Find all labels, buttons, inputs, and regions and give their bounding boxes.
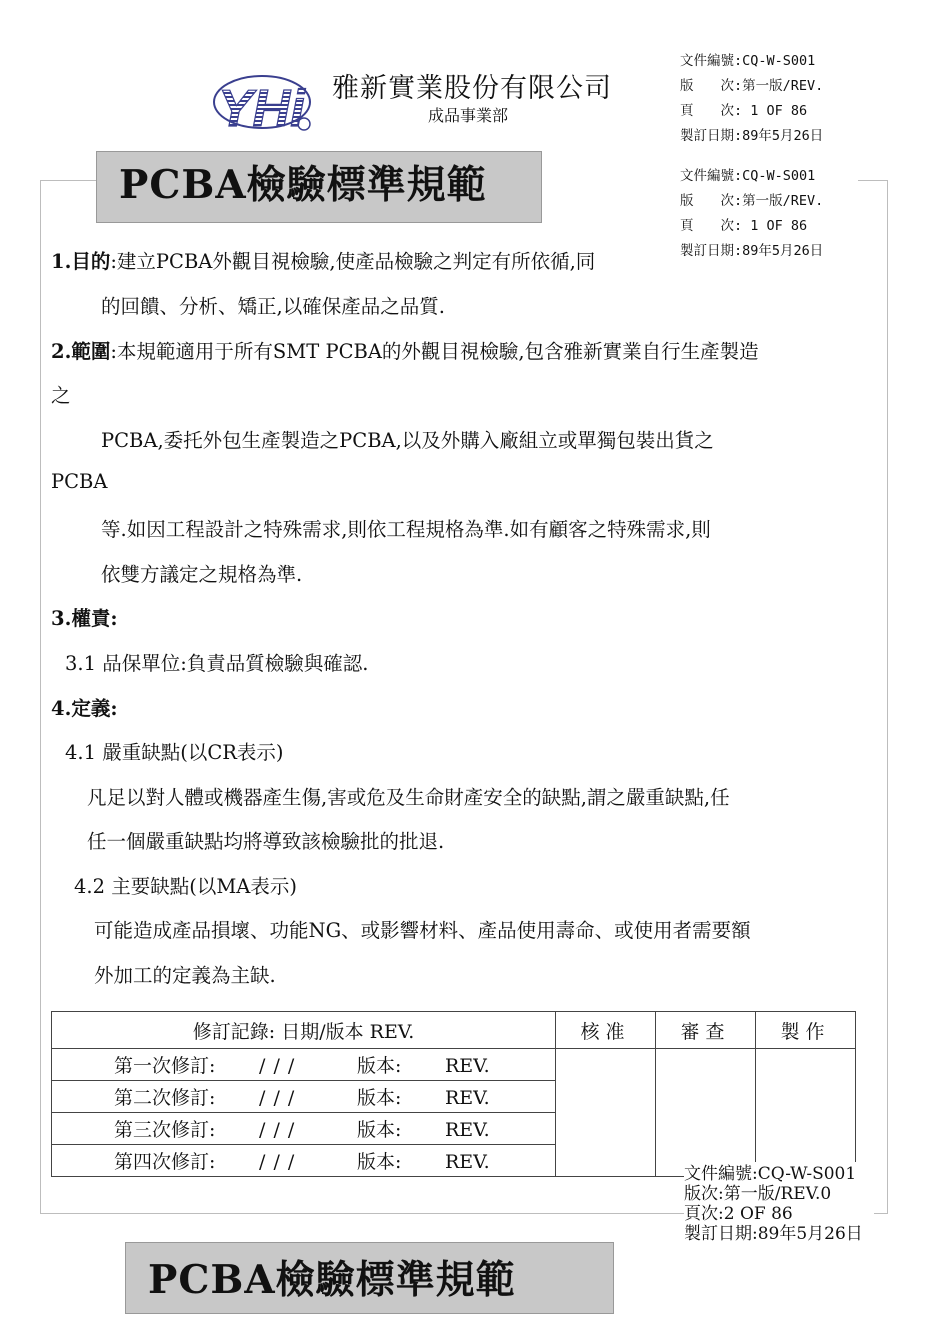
meta-key: 製訂日期 <box>680 128 734 144</box>
meta-value: : 1 OF 86 <box>734 218 808 234</box>
revision-date: / / / <box>259 1087 296 1109</box>
section-4-1-line-1: 凡足以對人體或機器產生傷,害或危及生命財產安全的缺點,謂之嚴重缺點,任 <box>87 786 730 809</box>
section-2-line-4: 依雙方議定之規格為準. <box>101 563 303 586</box>
revision-rev: REV. <box>445 1055 490 1077</box>
company-logo <box>210 68 316 136</box>
section-2-line-2b: PCBA <box>51 470 108 493</box>
meta-key: 頁 次 <box>680 103 734 119</box>
meta-value: : 1 OF 86 <box>734 103 808 119</box>
meta-value: :第一版/REV. <box>734 78 824 94</box>
section-3-heading: 3.權責: <box>51 607 118 630</box>
revision-rev: REV. <box>445 1119 490 1141</box>
section-3-1: 3.1 品保單位:負責品質檢驗與確認. <box>65 652 369 675</box>
revision-label: 第三次修訂: <box>114 1119 216 1141</box>
department-name: 成品事業部 <box>428 106 509 125</box>
section-2-text: :本規範適用于所有SMT PCBA的外觀目視檢驗,包含雅新實業自行生產製造 <box>110 340 759 363</box>
page-2-meta <box>684 1162 874 1246</box>
make-signature-cell[interactable] <box>756 1049 856 1177</box>
revision-rev: REV. <box>445 1151 490 1173</box>
meta-value: :CQ-W-S001 <box>734 168 816 184</box>
revision-row-4 <box>52 1145 556 1177</box>
section-1-line-2: 的回饋、分析、矯正,以確保產品之品質. <box>101 295 445 318</box>
section-2-line-1b: 之 <box>51 384 71 407</box>
section-2-line-2: PCBA,委托外包生產製造之PCBA,以及外購入廠組立或單獨包裝出貨之 <box>101 429 714 452</box>
revision-rev: REV. <box>445 1087 490 1109</box>
frame-top-left <box>40 180 96 181</box>
approve-signature-cell[interactable] <box>556 1049 656 1177</box>
revision-date: / / / <box>259 1119 296 1141</box>
section-4-1: 4.1 嚴重缺點(以CR表示) <box>65 741 284 764</box>
company-name: 雅新實業股份有限公司 <box>332 73 612 104</box>
meta-key: 版 次 <box>680 78 734 94</box>
logo-text: YHi <box>218 80 305 136</box>
revision-row-3 <box>52 1113 556 1145</box>
section-4-1-line-2: 任一個嚴重缺點均將導致該檢驗批的批退. <box>87 830 445 853</box>
revision-date: / / / <box>259 1151 296 1173</box>
revision-row-2 <box>52 1081 556 1113</box>
meta-key: 頁 次 <box>680 218 734 234</box>
meta-key: 製訂日期 <box>680 243 734 259</box>
section-4-2-line-1: 可能造成產品損壞、功能NG、或影響材料、產品使用壽命、或使用者需要額 <box>94 919 751 942</box>
revision-label: 第四次修訂: <box>114 1151 216 1173</box>
meta-key: 文件編號 <box>680 53 734 69</box>
page-2-date: 製訂日期:89年5月26日 <box>684 1224 863 1244</box>
revision-row-1 <box>52 1049 556 1081</box>
section-2-heading: 2.範圍 <box>51 340 111 363</box>
page-2-doc-number: 文件編號:CQ-W-S001 <box>684 1164 857 1184</box>
revision-version: 版本: <box>357 1151 402 1173</box>
section-4-heading: 4.定義: <box>51 697 118 720</box>
make-header: 製作 <box>756 1012 856 1049</box>
section-1-text: :建立PCBA外觀目視檢驗,使產品檢驗之判定有所依循,同 <box>110 250 596 273</box>
approve-header: 核准 <box>556 1012 656 1049</box>
document-meta-secondary <box>680 164 831 264</box>
review-header: 審查 <box>656 1012 756 1049</box>
revision-version: 版本: <box>357 1119 402 1141</box>
revision-label: 第一次修訂: <box>114 1055 216 1077</box>
meta-value: :CQ-W-S001 <box>734 53 816 69</box>
review-signature-cell[interactable] <box>656 1049 756 1177</box>
section-2-line-1 <box>51 336 759 364</box>
revision-table <box>51 1011 856 1177</box>
document-meta-primary <box>680 49 823 149</box>
revision-version: 版本: <box>357 1087 402 1109</box>
revision-header-row <box>52 1012 856 1049</box>
document-title-box <box>96 151 542 223</box>
section-1-heading: 1.目的 <box>51 250 111 273</box>
page-2-title-box <box>125 1242 614 1314</box>
page-2-page-number: 頁次:2 OF 86 <box>684 1204 793 1224</box>
table-row <box>52 1049 856 1081</box>
revision-date: / / / <box>259 1055 296 1077</box>
section-4-2-line-2: 外加工的定義為主缺. <box>94 964 276 987</box>
frame-top-right <box>858 180 887 181</box>
meta-key: 文件編號 <box>680 168 734 184</box>
meta-value: :89年5月26日 <box>734 243 824 259</box>
page-2-version: 版次:第一版/REV.0 <box>684 1184 832 1204</box>
document-title: PCBA檢驗標準規範 <box>119 162 487 208</box>
section-1-line-1 <box>51 246 595 274</box>
revision-header: 修訂記錄: 日期/版本 REV. <box>52 1012 556 1049</box>
section-4-2: 4.2 主要缺點(以MA表示) <box>74 875 297 898</box>
meta-value: :89年5月26日 <box>734 128 824 144</box>
revision-label: 第二次修訂: <box>114 1087 216 1109</box>
meta-value: :第一版/REV. <box>734 193 824 209</box>
page-2-title: PCBA檢驗標準規範 <box>148 1257 516 1303</box>
meta-key: 版 次 <box>680 193 734 209</box>
revision-version: 版本: <box>357 1055 402 1077</box>
section-2-line-3: 等.如因工程設計之特殊需求,則依工程規格為準.如有顧客之特殊需求,則 <box>101 518 711 541</box>
